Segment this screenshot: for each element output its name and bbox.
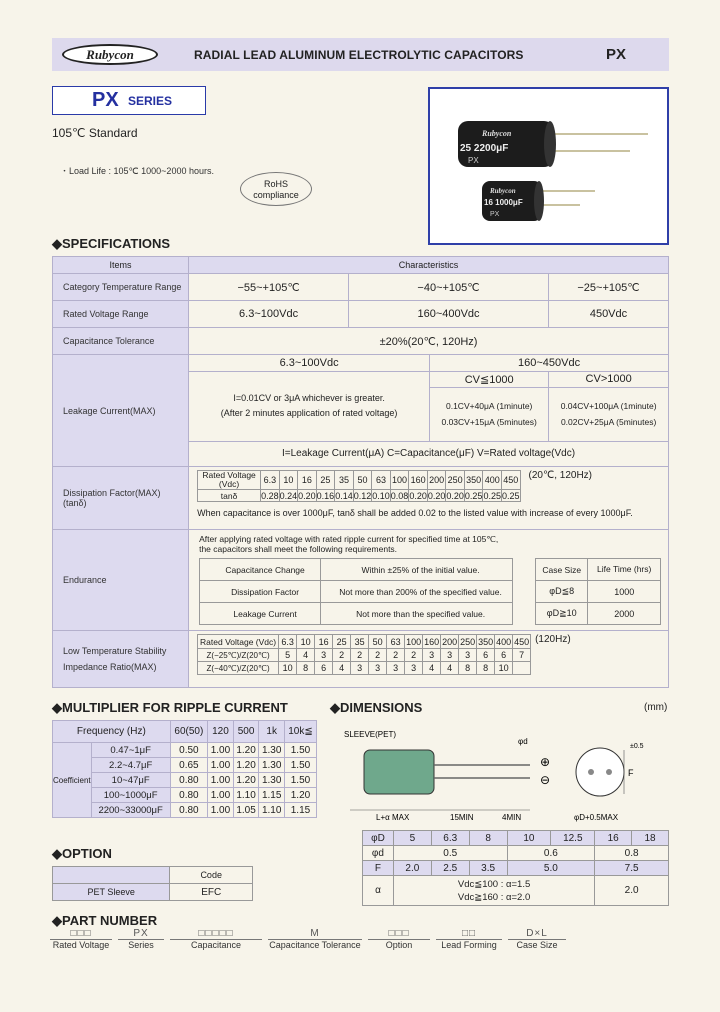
frequency-cell: 1k <box>259 721 285 743</box>
coefficient-cell: 0.80 <box>170 788 207 803</box>
endurance-value: Within ±25% of the initial value. <box>321 559 513 581</box>
leakage-table <box>189 355 668 465</box>
row-d-1: 0.5 <box>393 846 507 861</box>
row-D-cell: 8 <box>469 831 507 846</box>
endurance-intro-2: the capacitors shall meet the following requirements. <box>199 544 398 554</box>
endurance-intro-1: After applying rated voltage with rated ripple current for specified time at 105℃, <box>199 534 499 544</box>
part-number-segment <box>508 928 566 950</box>
lt-row2-cell: 3 <box>387 662 405 675</box>
part-number-segment <box>50 928 112 950</box>
part-number-segment <box>268 928 362 950</box>
lt-rv-label: Rated Voltage (Vdc) <box>198 635 279 649</box>
coefficient-cell: 1.30 <box>259 773 285 788</box>
lt-voltage-cell: 6.3 <box>279 635 297 649</box>
lt-row2-cell: 3 <box>369 662 387 675</box>
lt-voltage-cell: 450 <box>514 636 530 647</box>
coefficient-cell: 1.00 <box>208 788 234 803</box>
part-number-label: Option <box>385 940 413 950</box>
min15-label: 15MIN <box>450 813 474 822</box>
cap1-series: PX <box>468 156 479 165</box>
df-label-1: Dissipation Factor(MAX) <box>63 488 161 498</box>
lt-voltage-cell: 63 <box>387 635 405 649</box>
df-voltage-cell: 160 <box>409 471 428 490</box>
logo-text: Rubycon <box>86 46 134 62</box>
life-case: φD≦8 <box>536 581 588 603</box>
series-code: PX <box>606 46 627 63</box>
lt-row1-cell: 7 <box>513 649 531 662</box>
coefficient-cell: 0.80 <box>170 773 207 788</box>
part-number-code: □□□□□ <box>170 928 262 940</box>
lt-voltage-cell: 200 <box>442 636 458 647</box>
f-label: F <box>628 768 634 778</box>
coefficient-cell: 0.65 <box>170 758 207 773</box>
lt-row1-cell: 2 <box>405 649 423 662</box>
df-voltage-cell: 25 <box>316 471 335 490</box>
df-condition: (20℃, 120Hz) <box>528 470 592 481</box>
min4-label: 4MIN <box>502 813 522 822</box>
lt-row1-cell: 6 <box>495 649 513 662</box>
endurance-value: Not more than the specified value. <box>321 603 513 625</box>
df-voltage-cell: 50 <box>353 471 372 490</box>
dimension-drawing <box>330 720 669 826</box>
lt-row1-cell: 5 <box>279 649 297 662</box>
leakage-label: Leakage Current(MAX) <box>53 355 189 467</box>
endurance-label: Endurance <box>53 530 189 631</box>
lt-row2-cell: 8 <box>297 662 315 675</box>
lt-voltage-cell: 16 <box>315 635 333 649</box>
series-name: PX <box>92 89 119 111</box>
df-value-cell: 0.20 <box>446 490 464 501</box>
lt-row1-cell: 2 <box>351 649 369 662</box>
capacitance-cell: 100~1000μF <box>91 788 170 803</box>
row-F-label: F <box>363 861 394 876</box>
dimensions-title: ◆DIMENSIONS <box>330 700 423 715</box>
row-a-2: Vdc≧160 : α=2.0 <box>457 891 531 903</box>
lt-row2-cell: 6 <box>315 662 333 675</box>
cap2-brand: Rubycon <box>490 187 516 195</box>
endurance-item: Dissipation Factor <box>200 581 321 603</box>
df-rv-label: Rated Voltage (Vdc) <box>198 471 261 490</box>
option-code: EFC <box>170 884 253 901</box>
df-value-cell: 0.20 <box>409 490 427 501</box>
lt-row2-cell: 10 <box>279 662 297 675</box>
df-value-cell: 0.12 <box>353 490 372 501</box>
coefficient-cell: 1.20 <box>233 758 259 773</box>
df-voltage-cell: 63 <box>372 471 391 490</box>
row-D-cell: 6.3 <box>431 831 469 846</box>
specifications-title: ◆SPECIFICATIONS <box>52 236 171 251</box>
row-D-cell: 5 <box>393 831 431 846</box>
coefficient-cell: 1.50 <box>284 743 316 758</box>
row-D-cell: 18 <box>632 831 669 846</box>
leakage-h2b: 0.02CV+25μA (5minutes) <box>560 417 657 427</box>
part-number-segment <box>170 928 262 950</box>
lt-row1-cell: 3 <box>423 649 441 662</box>
lt-row1-cell: 3 <box>459 649 477 662</box>
lt-label-1: Low Temperature Stability <box>63 646 167 656</box>
row-d-2: 0.6 <box>507 846 595 861</box>
df-voltage-cell: 200 <box>427 471 446 490</box>
df-value-cell: 0.20 <box>427 490 446 501</box>
part-number-label: Series <box>128 940 154 950</box>
multiplier-title: ◆MULTIPLIER FOR RIPPLE CURRENT <box>52 700 288 715</box>
df-table <box>197 470 520 502</box>
product-photo <box>428 87 669 245</box>
part-number-code: D×L <box>508 928 566 940</box>
df-value-cell: 0.25 <box>464 490 483 501</box>
lt-row2-cell: 8 <box>477 662 495 675</box>
coefficient-cell: 1.15 <box>284 803 316 818</box>
leakage-h1b: 0.03CV+15μA (5minutes) <box>441 417 537 427</box>
leakage-h2a: 0.04CV+100μA (1minute) <box>560 401 657 411</box>
df-label-2: (tanδ) <box>63 498 87 508</box>
lt-condition: (120Hz) <box>535 634 571 645</box>
part-number-label: Capacitance Tolerance <box>269 940 361 950</box>
voltage-range-3: 450Vdc <box>548 301 668 328</box>
row-F-3: 3.5 <box>469 861 507 876</box>
coefficient-cell: 1.50 <box>284 758 316 773</box>
lt-row1-label: Z(−25℃)/Z(20℃) <box>198 649 279 662</box>
row-D-label: φD <box>363 831 394 846</box>
df-value-cell: 0.14 <box>335 490 353 501</box>
part-number-label: Rated Voltage <box>52 940 110 950</box>
df-voltage-cell: 6.3 <box>261 471 280 490</box>
coefficient-cell: 1.50 <box>284 773 316 788</box>
lt-row2-cell: 4 <box>333 662 351 675</box>
row-d-3: 0.8 <box>595 846 669 861</box>
df-voltage-cell: 100 <box>390 471 409 490</box>
row-a-label: α <box>363 876 394 906</box>
lt-voltage-cell: 50 <box>369 635 387 649</box>
lt-row2-cell: 4 <box>423 662 441 675</box>
temp-range-label: Category Temperature Range <box>53 274 189 301</box>
coefficient-cell: 1.15 <box>259 788 285 803</box>
lt-row1-cell: 4 <box>297 649 315 662</box>
df-voltage-cell: 10 <box>279 471 298 490</box>
capacitance-cell: 2.2~4.7μF <box>91 758 170 773</box>
part-number-segment <box>118 928 164 950</box>
lt-voltage-cell: 160 <box>424 636 440 647</box>
frequency-cell: 500 <box>233 721 259 743</box>
rohs-line1: RoHS <box>263 179 288 189</box>
coefficient-cell: 1.10 <box>233 788 259 803</box>
coefficient-cell: 1.00 <box>208 758 234 773</box>
df-voltage-cell: 350 <box>464 471 483 490</box>
lt-row1-cell: 2 <box>333 649 351 662</box>
df-value-cell: 0.25 <box>501 490 520 501</box>
df-value-cell: 0.28 <box>261 490 279 501</box>
lt-table <box>197 634 531 675</box>
tolerance-value: ±20%(20℃, 120Hz) <box>189 328 669 355</box>
f-tol-label: ±0.5 <box>630 743 644 750</box>
endurance-item: Capacitance Change <box>200 559 321 581</box>
row-D-cell: 12.5 <box>551 831 595 846</box>
life-hours: 2000 <box>588 603 661 625</box>
lt-label-2: Impedance Ratio(MAX) <box>63 662 157 672</box>
leakage-cv1: CV≦1000 <box>430 371 549 387</box>
minus-icon: ⊖ <box>540 773 551 787</box>
temp-range-1: −55~+105℃ <box>189 274 349 301</box>
coefficient-cell: 1.00 <box>208 773 234 788</box>
leakage-note: I=Leakage Current(μA) C=Capacitance(μF) V=Rated voltage(Vdc) <box>282 447 576 459</box>
lt-row1-cell: 2 <box>387 649 405 662</box>
part-number-code: □□ <box>436 928 502 940</box>
sleeve-label: SLEEVE(PET) <box>344 730 397 739</box>
leakage-low-head: 6.3~100Vdc <box>189 355 430 371</box>
df-value-cell: 0.25 <box>483 490 501 501</box>
df-voltage-cell: 400 <box>483 471 502 490</box>
phid-label: φd <box>518 737 528 746</box>
lt-row2-cell: 10 <box>495 662 513 675</box>
leakage-h1a: 0.1CV+40μA (1minute) <box>445 401 533 411</box>
part-number-row <box>50 928 558 958</box>
standard-label: 105℃ Standard <box>52 126 138 140</box>
coefficient-cell: 1.30 <box>259 758 285 773</box>
capacitance-cell: 0.47~1μF <box>91 743 170 758</box>
df-value-cell: 0.08 <box>390 490 409 501</box>
option-item: PET Sleeve <box>53 884 170 901</box>
life-head-time: Life Time (hrs) <box>588 559 661 581</box>
leakage-low-line1: I=0.01CV or 3μA whichever is greater. <box>233 393 385 403</box>
endurance-value: Not more than 200% of the specified value. <box>321 581 513 603</box>
part-number-label: Capacitance <box>190 940 242 950</box>
lt-row2-cell <box>513 662 531 675</box>
cap2-value: 16 1000μF <box>484 198 523 207</box>
capacitor-illustration <box>430 89 667 243</box>
page-title: RADIAL LEAD ALUMINUM ELECTROLYTIC CAPACITORS <box>194 48 524 62</box>
coefficient-cell: 1.20 <box>233 773 259 788</box>
row-D-cell: 10 <box>507 831 551 846</box>
lt-voltage-cell: 350 <box>478 636 494 647</box>
specifications-table <box>52 256 669 688</box>
part-number-segment <box>436 928 502 950</box>
unit-label: (mm) <box>644 702 668 713</box>
lt-row1-cell: 3 <box>315 649 333 662</box>
df-value-cell: 0.20 <box>298 490 316 501</box>
life-case: φD≧10 <box>536 603 588 625</box>
lt-row1-cell: 2 <box>369 649 387 662</box>
part-number-code: M <box>268 928 362 940</box>
coefficient-cell: 1.05 <box>233 803 259 818</box>
df-tan-label: tanδ <box>198 490 261 502</box>
lt-row2-label: Z(−40℃)/Z(20℃) <box>198 662 279 675</box>
plus-icon: ⊕ <box>540 755 551 769</box>
coefficient-label: Coefficient <box>53 743 92 818</box>
rohs-line2: compliance <box>253 190 299 200</box>
lt-row1-cell: 3 <box>441 649 459 662</box>
voltage-range-1: 6.3~100Vdc <box>189 301 349 328</box>
row-d-label: φd <box>363 846 394 861</box>
part-number-code: □□□ <box>368 928 430 940</box>
leakage-high-head: 160~450Vdc <box>430 355 668 371</box>
df-value-cell: 0.10 <box>372 490 390 501</box>
coefficient-cell: 1.00 <box>208 803 234 818</box>
col-items: Items <box>53 257 189 274</box>
coefficient-cell: 0.80 <box>170 803 207 818</box>
temp-range-2: −40~+105℃ <box>349 274 549 301</box>
frequency-cell: 120 <box>208 721 234 743</box>
df-note: When capacitance is over 1000μF, tanδ shall be added 0.02 to the listed value with increase of every 1000μF. <box>197 508 633 518</box>
coefficient-cell: 1.20 <box>284 788 316 803</box>
row-a-1: Vdc≦100 : α=1.5 <box>457 878 531 890</box>
multiplier-table <box>52 720 317 818</box>
voltage-range-label: Rated Voltage Range <box>53 301 189 328</box>
row-a-3: 2.0 <box>595 876 669 906</box>
lt-voltage-cell: 400 <box>496 636 512 647</box>
part-number-title: ◆PART NUMBER <box>52 913 158 928</box>
lt-row2-cell: 8 <box>459 662 477 675</box>
part-number-code: □□□ <box>50 928 112 940</box>
lt-voltage-cell: 100 <box>406 636 422 647</box>
df-voltage-cell: 250 <box>446 471 465 490</box>
part-number-code: PX <box>118 928 164 940</box>
option-table <box>52 866 253 901</box>
row-F-1: 2.0 <box>393 861 431 876</box>
leakage-cv2: CV>1000 <box>549 371 668 387</box>
series-word: SERIES <box>128 94 173 108</box>
df-value-cell: 0.24 <box>279 490 298 501</box>
row-F-5: 7.5 <box>595 861 669 876</box>
lt-row2-cell: 4 <box>441 662 459 675</box>
coefficient-cell: 1.30 <box>259 743 285 758</box>
coefficient-cell: 0.50 <box>170 743 207 758</box>
rubycon-logo <box>62 44 158 65</box>
df-voltage-cell: 450 <box>501 471 520 490</box>
endurance-item: Leakage Current <box>200 603 321 625</box>
coefficient-cell: 1.00 <box>208 743 234 758</box>
voltage-range-2: 160~400Vdc <box>349 301 549 328</box>
rohs-badge <box>240 172 312 206</box>
phiD-label: φD+0.5MAX <box>574 813 619 822</box>
option-title: ◆OPTION <box>52 846 112 861</box>
lt-row1-cell: 6 <box>477 649 495 662</box>
lt-voltage-cell: 35 <box>351 635 369 649</box>
part-number-label: Case Size <box>516 940 558 950</box>
lt-voltage-cell: 25 <box>333 635 351 649</box>
load-life: ・Load Life : 105℃ 1000~2000 hours. <box>60 166 214 176</box>
df-voltage-cell: 35 <box>335 471 354 490</box>
dimension-table <box>362 830 669 906</box>
frequency-cell: 10k≦ <box>284 721 316 743</box>
capacitance-cell: 2200~33000μF <box>91 803 170 818</box>
coefficient-cell: 1.10 <box>259 803 285 818</box>
frequency-cell: 60(50) <box>170 721 207 743</box>
lt-voltage-cell: 10 <box>297 635 315 649</box>
leakage-low-line2: (After 2 minutes application of rated voltage) <box>220 408 398 418</box>
lt-row2-cell: 3 <box>351 662 369 675</box>
dimension-svg <box>330 720 669 826</box>
df-voltage-cell: 16 <box>298 471 317 490</box>
life-head-case: Case Size <box>536 559 588 581</box>
col-characteristics: Characteristics <box>189 257 669 274</box>
frequency-label: Frequency (Hz) <box>53 721 171 743</box>
cap2-series: PX <box>490 211 500 218</box>
l-label: L+α MAX <box>376 813 410 822</box>
cap1-brand: Rubycon <box>482 129 512 138</box>
life-table <box>535 558 661 625</box>
part-number-label: Lead Forming <box>441 940 497 950</box>
life-hours: 1000 <box>588 581 661 603</box>
option-code-head: Code <box>170 867 253 884</box>
tolerance-label: Capacitance Tolerance <box>53 328 189 355</box>
row-F-4: 5.0 <box>507 861 595 876</box>
lt-row2-cell: 3 <box>405 662 423 675</box>
cap1-value: 25 2200μF <box>460 143 509 154</box>
part-number-segment <box>368 928 430 950</box>
capacitance-cell: 10~47μF <box>91 773 170 788</box>
row-F-2: 2.5 <box>431 861 469 876</box>
temp-range-3: −25~+105℃ <box>548 274 668 301</box>
row-D-cell: 16 <box>595 831 632 846</box>
lt-voltage-cell: 250 <box>460 636 476 647</box>
df-value-cell: 0.16 <box>316 490 335 501</box>
coefficient-cell: 1.20 <box>233 743 259 758</box>
endurance-table <box>199 558 513 625</box>
